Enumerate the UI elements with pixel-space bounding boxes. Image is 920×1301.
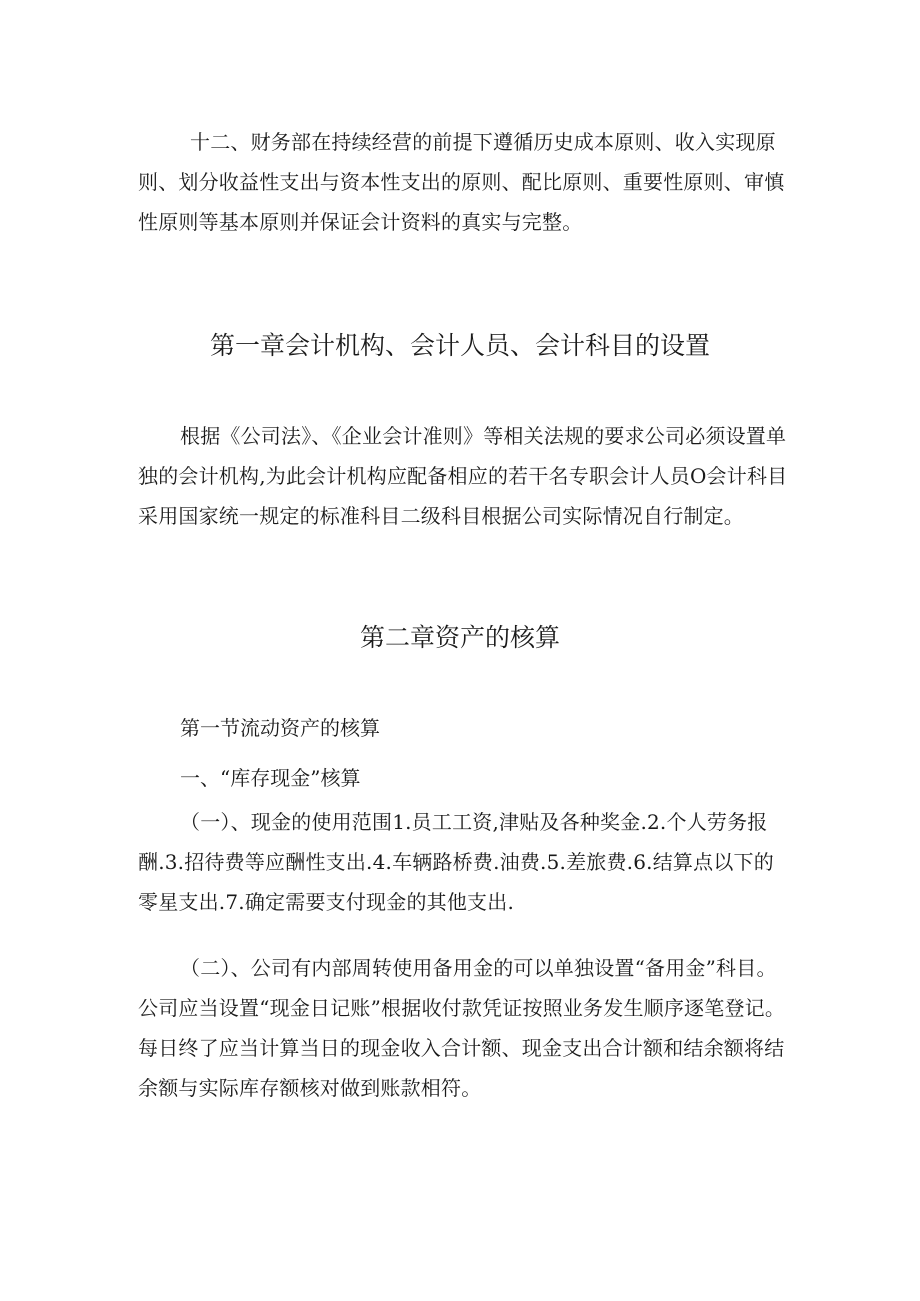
chapter-1-heading: 第一章会计机构、会计人员、会计科目的设置: [209, 331, 710, 360]
paragraph-petty-cash: （二）、公司有内部周转使用备用金的可以单独设置“备用金”科目。公司应当设置“现金日记账”根据收付款凭证按照业务发生顺序逐笔登记。每日终了应当计算当日的现金收入合计额、现金支出合计额和结余额将结余额与实际库存额核对做到账款相符。: [138, 956, 786, 1100]
chapter-2-heading: 第二章资产的核算: [359, 623, 560, 652]
item-1-heading: 一、“库存现金”核算: [180, 766, 361, 790]
section-1-heading: 第一节流动资产的核算: [180, 716, 380, 740]
paragraph-cash-usage: （一）、现金的使用范围1.员工工资,津贴及各种奖金.2.个人劳务报酬.3.招待费等应酬性支出.4.车辆路桥费.油费.5.差旅费.6.结算点以下的零星支出.7.确定需要支付现金的其他支出.: [138, 810, 774, 914]
paragraph-principles: 十二、财务部在持续经营的前提下遵循历史成本原则、收入实现原则、划分收益性支出与资本性支出的原则、配比原则、重要性原则、审慎性原则等基本原则并保证会计资料的真实与完整。: [138, 130, 785, 234]
paragraph-accounting-setup: 根据《公司法》、《企业会计准则》等相关法规的要求公司必须设置单独的会计机构,为此会计机构应配备相应的若干名专职会计人员O会计科目采用国家统一规定的标准科目二级科目根据公司实际情况自行制定。: [138, 424, 788, 528]
